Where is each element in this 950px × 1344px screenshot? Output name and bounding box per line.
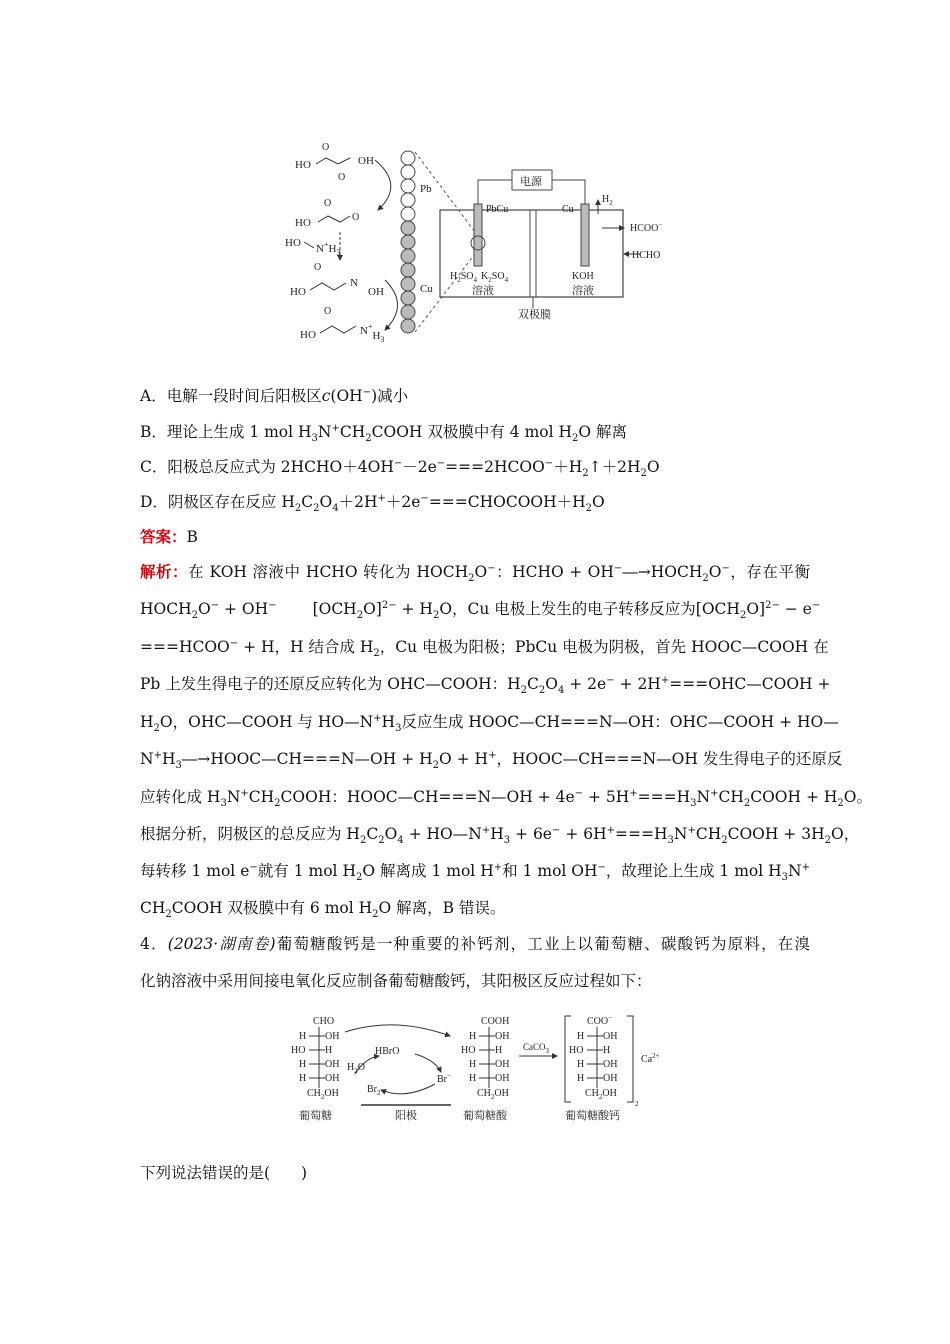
h2o-label: $H_2O$ — [347, 1062, 365, 1075]
oxime-oh: OH — [368, 286, 384, 298]
right-solution-label: 溶液 — [572, 285, 594, 297]
svg-text:OH: OH — [325, 1073, 340, 1084]
glycine-ho: HO — [300, 329, 316, 341]
electrolysis-diagram — [280, 140, 680, 350]
svg-text:H: H — [299, 1031, 307, 1042]
membrane-label: 双极膜 — [518, 309, 551, 321]
svg-text:H: H — [325, 1045, 333, 1056]
glucose-cho: CHO — [313, 1016, 335, 1027]
gluconate-diagram — [285, 1010, 685, 1128]
calcium-coo: COO− — [587, 1014, 613, 1027]
koh-label: KOH — [572, 271, 594, 282]
analysis-line-9: 每转移 1 mol e−就有 1 mol $H_2O$ 解离成 1 mol H+和 1 mol OH−，故理论上生成 1 mol $H_3N^+$ — [140, 861, 810, 884]
cu-label-right: Cu — [562, 204, 574, 215]
analysis-line-4: Pb 上发生得电子的还原反应转化为 OHC—COOH：$H_2C_2O_4 + 2e^-$ + 2H+===OHC—COOH + — [140, 674, 831, 697]
analysis-line-3: ===HCOO− + H，H 结合成 $H_2$，Cu 电极为阳极；PbCu 电极为阴极，首先 HOOC—COOH 在 — [140, 637, 829, 660]
answer-value: B — [186, 528, 198, 546]
pbcu-label: PbCu — [486, 204, 509, 215]
glyoxylic-o1: O — [324, 198, 332, 209]
cell-box — [440, 210, 623, 297]
hydroxylamine-ho: HO — [285, 237, 301, 249]
answer — [140, 527, 198, 547]
oxime-n: N — [350, 277, 358, 289]
analysis-line-8: 根据分析，阴极区的总反应为 $H_2C_2O_4$ + $HO—N^+H_3 + 6e^-$ + $6H^+===H_3N^+CH_2COOH + 3H_2O$， — [140, 824, 860, 847]
cu-label-left: Cu — [420, 283, 433, 295]
gluconic-label: 葡萄糖酸 — [463, 1110, 507, 1122]
svg-text:OH: OH — [603, 1073, 618, 1084]
svg-text:OH: OH — [325, 1031, 340, 1042]
option-b: B．理论上生成 1 mol $H_3N^+CH_2COOH$ 双极膜中有 4 mol $H_2O$ 解离 — [140, 422, 628, 445]
option-d: D．阴极区存在反应 $H_2C_2O_4+2H^++2e^-===CHOCOOH+H_2O$ — [140, 492, 605, 515]
svg-text:CH2OH: $CH_2OH$ — [477, 1088, 509, 1101]
oxime-o: O — [314, 262, 322, 273]
svg-text:H: H — [603, 1045, 611, 1056]
option-c: C．阳极总反应式为 $2HCHO+4OH^--2e^-===2HCOO^-+H_2↑+2H_2O$ — [140, 457, 660, 480]
svg-text:HO: HO — [461, 1045, 476, 1056]
oxalic-o-top: O — [322, 142, 330, 153]
h2-label: $H_2$ — [602, 194, 613, 207]
svg-text:CH2OH: $CH_2OH$ — [585, 1088, 617, 1101]
cu-electrode — [581, 204, 589, 266]
glyoxylic-ho: HO — [295, 217, 311, 229]
anode-label: 阳极 — [395, 1110, 417, 1122]
svg-text:H: H — [577, 1031, 585, 1042]
svg-text:H: H — [299, 1073, 307, 1084]
question4-line-2: 化钠溶液中采用间接电氧化反应制备葡萄糖酸钙，其阳极区反应过程如下： — [140, 972, 652, 990]
power-label: 电源 — [520, 176, 542, 188]
svg-text:HO: HO — [291, 1045, 306, 1056]
figure-gluconate — [285, 1010, 685, 1128]
electrode-beads — [401, 151, 415, 333]
analysis-line-10: $CH_2COOH$ 双极膜中有 6 mol $H_2O$ 解离，B 错误。 — [140, 899, 506, 921]
left-solution-label: 溶液 — [472, 285, 494, 297]
answer-label: 答案： — [140, 527, 187, 546]
analysis-line-6: $N^+H_3―\to HOOC—CH===N—OH + H_2O + H^+$，HOOC—CH===N—OH 发生得电子的还原反 — [140, 749, 843, 772]
svg-text:OH: OH — [603, 1031, 618, 1042]
svg-text:H: H — [469, 1031, 477, 1042]
question4-ask: 下列说法错误的是( ) — [140, 1164, 308, 1182]
question4-line-1: 4．(2023·湖南卷)葡萄糖酸钙是一种重要的补钙剂，工业上以葡萄糖、碳酸钙为原料，在溴 — [140, 935, 810, 953]
svg-text:H: H — [495, 1045, 503, 1056]
svg-text:H: H — [469, 1059, 477, 1070]
caco3-label: CaCO$_3$ — [523, 1042, 549, 1055]
svg-text:H: H — [577, 1059, 585, 1070]
glucose-label: 葡萄糖 — [299, 1110, 332, 1122]
analysis-line-2: $HOCH_2O^- + OH^-$ $[OCH_2O]^{2-} + H_2O$，Cu 电极上发生的电子转移反应为$[OCH_2O]^{2-} - e^-$ — [140, 599, 821, 622]
left-solution-formula: $H_2SO_4$ $K_2SO_4$ — [450, 271, 509, 284]
option-a: A．电解一段时间后阳极区c(OH−)减小 — [140, 386, 409, 405]
hbro-label: HBrO — [375, 1046, 400, 1057]
svg-text:OH: OH — [603, 1059, 618, 1070]
analysis-line-1: 解析：在 KOH 溶液中 HCHO 转化为 $HOCH_2O^-$：HCHO + $OH^-―\to HOCH_2O^-$，存在平衡 — [140, 562, 810, 585]
oxalic-oh: OH — [358, 155, 374, 167]
gluconic-cooh: COOH — [481, 1016, 510, 1027]
svg-text:OH: OH — [325, 1059, 340, 1070]
svg-text:H: H — [469, 1073, 477, 1084]
glycine-o: O — [324, 306, 332, 317]
pbcu-electrode — [474, 204, 482, 266]
svg-text:OH: OH — [495, 1031, 510, 1042]
svg-text:H: H — [577, 1073, 585, 1084]
analysis-line-7: 应转化成 $H_3N^+CH_2COOH$：HOOC—CH===N—OH + $4e^- + 5H^+===H_3N^+CH_2COOH + H_2O$。 — [140, 787, 872, 810]
br2-label: $Br_2$ — [367, 1084, 381, 1097]
calcium-ion: $Ca^{2+}$ — [641, 1052, 660, 1065]
figure-electrolysis — [280, 140, 680, 350]
glycine-n: $N^+H_3$ — [360, 322, 385, 344]
bracket-sub: 2 — [635, 1100, 639, 1108]
oxalic-o-bottom: O — [338, 172, 346, 183]
svg-text:CH2OH: $CH_2OH$ — [307, 1088, 339, 1101]
calcium-label: 葡萄糖酸钙 — [565, 1110, 620, 1122]
hcoo-label: HCOO− — [630, 221, 663, 234]
hydroxylamine-n: $N^+H_3$ — [316, 240, 341, 257]
analysis-line-5: $H_2O$，OHC—COOH 与 $HO—N^+H_3$反应生成 HOOC—CH===N—OH：OHC—COOH + HO— — [140, 712, 839, 735]
oxime-ho: HO — [290, 286, 306, 298]
svg-text:H: H — [299, 1059, 307, 1070]
svg-text:OH: OH — [495, 1059, 510, 1070]
svg-text:HO: HO — [569, 1045, 584, 1056]
svg-text:OH: OH — [495, 1073, 510, 1084]
oxalic-ho: HO — [295, 159, 311, 171]
pb-label: Pb — [420, 183, 432, 195]
hcho-label: HCHO — [632, 250, 661, 261]
br-label: Br− — [437, 1072, 451, 1085]
glyoxylic-o2: O — [352, 212, 360, 223]
